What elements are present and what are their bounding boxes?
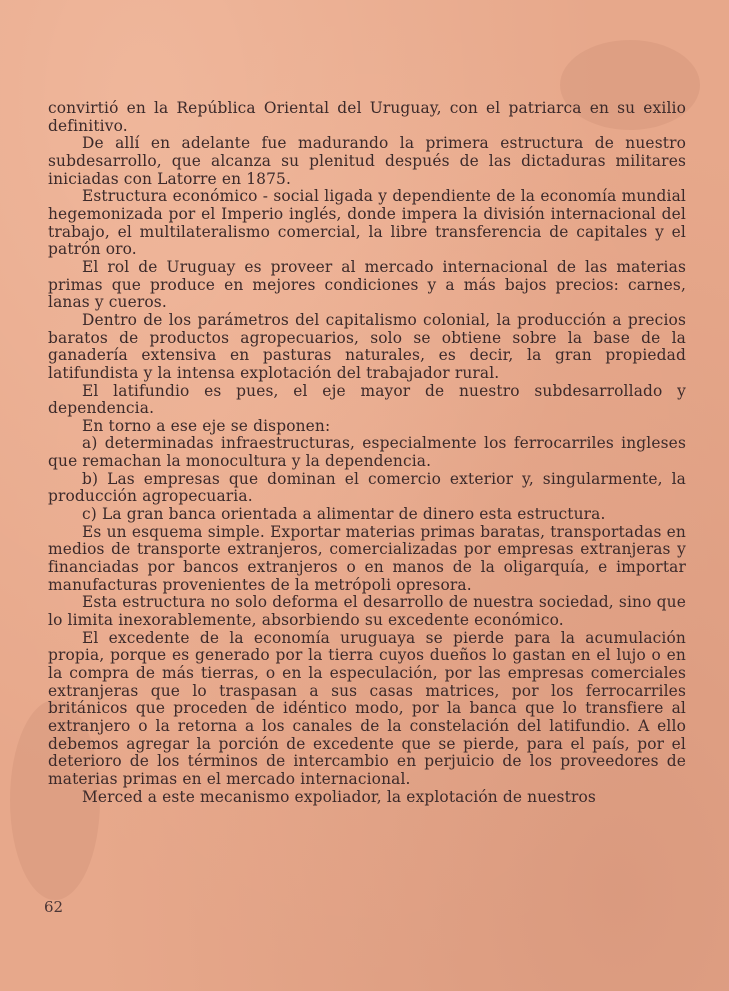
- body-text: [48, 100, 686, 806]
- paragraph: Esta estructura no solo deforma el desarrollo de nuestra sociedad, sino que lo limita inexorablemente, absorbiendo su excedente económico.: [48, 593, 686, 630]
- paragraph: El excedente de la economía uruguaya se pierde para la acumulación propia, porque es generado por la tierra cuyos dueños lo gastan en el lujo o en la compra de más tierras, o en la especulación, por las empresas comerciales extranjeras que lo traspasan a sus casas matrices, por los ferrocarriles británicos que proceden de idéntico modo, por la banca que lo transfiere al extranjero o la retorna a los canales de la constelación del latifundio. A ello debemos agregar la porción de excedente que se pierde, para el país, por el deterioro de los términos de intercambio en perjuicio de los proveedores de materias primas en el mercado internacional.: [48, 628, 686, 788]
- paragraph: El rol de Uruguay es proveer al mercado internacional de las materias primas que produce en mejores condiciones y a más bajos precios: carnes, lanas y cueros.: [48, 257, 686, 312]
- paragraph: El latifundio es pues, el eje mayor de nuestro subdesarrollado y dependencia.: [48, 381, 686, 418]
- paragraph: De allí en adelante fue madurando la primera estructura de nuestro subdesarrollo, que alcanza su plenitud después de las dictaduras militares iniciadas con Latorre en 1875.: [48, 134, 686, 188]
- list-item: a) determinadas infraestructuras, especialmente los ferrocarriles ingleses que remachan la monocultura y la dependencia.: [48, 434, 686, 471]
- paragraph: Estructura económico - social ligada y dependiente de la economía mundial hegemonizada por el Imperio inglés, donde impera la división internacional del trabajo, el multilateralismo comercial, la libre transferencia de capitales y el patrón oro.: [48, 187, 686, 259]
- paragraph: Merced a este mecanismo expoliador, la explotación de nuestros: [82, 787, 596, 806]
- paragraph: En torno a ese eje se disponen:: [82, 416, 331, 435]
- list-item: b) Las empresas que dominan el comercio exterior y, singularmente, la producción agropecuaria.: [48, 469, 686, 506]
- page-number: 62: [44, 898, 64, 916]
- paragraph: Es un esquema simple. Exportar materias primas baratas, transportadas en medios de transporte extranjeros, comercializadas por empresas extranjeras y financiadas por bancos extranjeros o en manos de la oligarquía, e importar manufacturas provenientes de la metrópoli opresora.: [48, 522, 686, 594]
- list-item: c) La gran banca orientada a alimentar de dinero esta estructura.: [82, 505, 606, 524]
- paragraph: Dentro de los parámetros del capitalismo colonial, la producción a precios baratos de productos agropecuarios, solo se obtiene sobre la base de la ganadería extensiva en pasturas naturales, es decir, la gran propiedad latifundista y la intensa explotación del trabajador rural.: [48, 310, 686, 382]
- paragraph: convirtió en la República Oriental del Uruguay, con el patriarca en su exilio definitivo.: [48, 99, 686, 135]
